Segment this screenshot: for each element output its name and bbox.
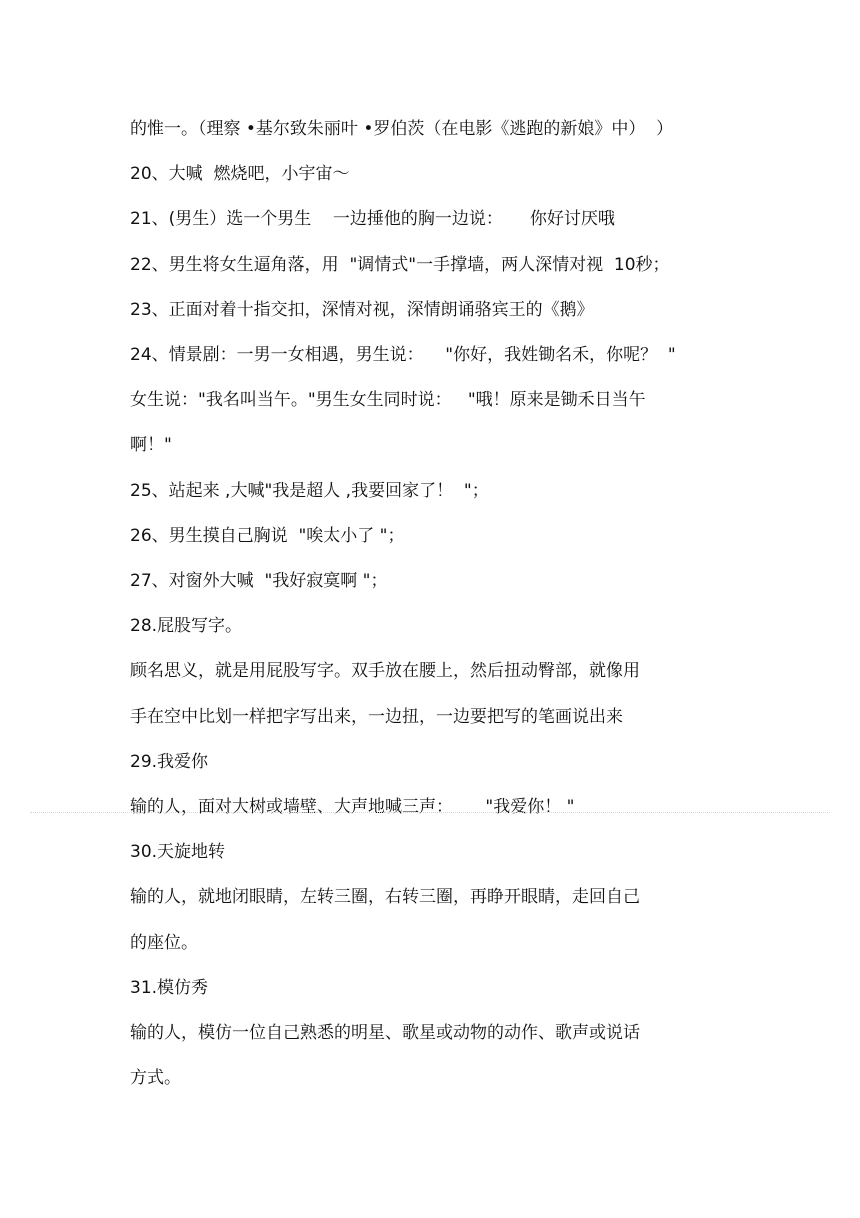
text-line: 21、(男生）选一个男生 一边捶他的胸一边说： 你好讨厌哦	[130, 209, 615, 229]
text-line: 26、男生摸自己胸说 "唉太小了 "；	[130, 526, 405, 546]
text-line: 输的人，面对大树或墙壁、大声地喊三声： "我爱你！ "	[130, 797, 575, 817]
text-line: 27、对窗外大喊 "我好寂寞啊 "；	[130, 571, 388, 591]
section-heading: 30.天旋地转	[130, 842, 226, 862]
text-line: 方式。	[130, 1068, 181, 1088]
text-line: 22、男生将女生逼角落，用 "调情式"一手撑墙，两人深情对视 10秒；	[130, 255, 670, 275]
text-line: 的座位。	[130, 933, 198, 953]
section-heading: 31.模仿秀	[130, 978, 209, 998]
text-line: 输的人，模仿一位自己熟悉的明星、歌星或动物的动作、歌声或说话	[130, 1023, 640, 1043]
text-line: 女生说："我名叫当午。"男生女生同时说： "哦！原来是锄禾日当午	[130, 390, 646, 410]
text-line: 顾名思义，就是用屁股写字。双手放在腰上，然后扭动臀部，就像用	[130, 661, 640, 681]
text-line: 20、大喊 燃烧吧，小宇宙～	[130, 164, 350, 184]
section-heading: 28.屁股写字。	[130, 616, 243, 636]
page-divider	[30, 812, 830, 813]
text-line: 24、情景剧：一男一女相遇，男生说： "你好，我姓锄名禾，你呢？ "	[130, 345, 676, 365]
text-line: 的惟一。（理察 •基尔致朱丽叶 •罗伯茨（在电影《逃跑的新娘》中） ）	[130, 119, 674, 139]
text-line: 啊！"	[130, 435, 172, 455]
text-line: 23、正面对着十指交扣，深情对视，深情朗诵骆宾王的《鹅》	[130, 300, 594, 320]
section-heading: 29.我爱你	[130, 752, 209, 772]
text-line: 手在空中比划一样把字写出来，一边扭，一边要把写的笔画说出来	[130, 707, 623, 727]
text-line: 25、站起来 ,大喊"我是超人 ,我要回家了！ "；	[130, 481, 489, 501]
text-line: 输的人，就地闭眼睛，左转三圈，右转三圈，再睁开眼睛，走回自己	[130, 887, 640, 907]
